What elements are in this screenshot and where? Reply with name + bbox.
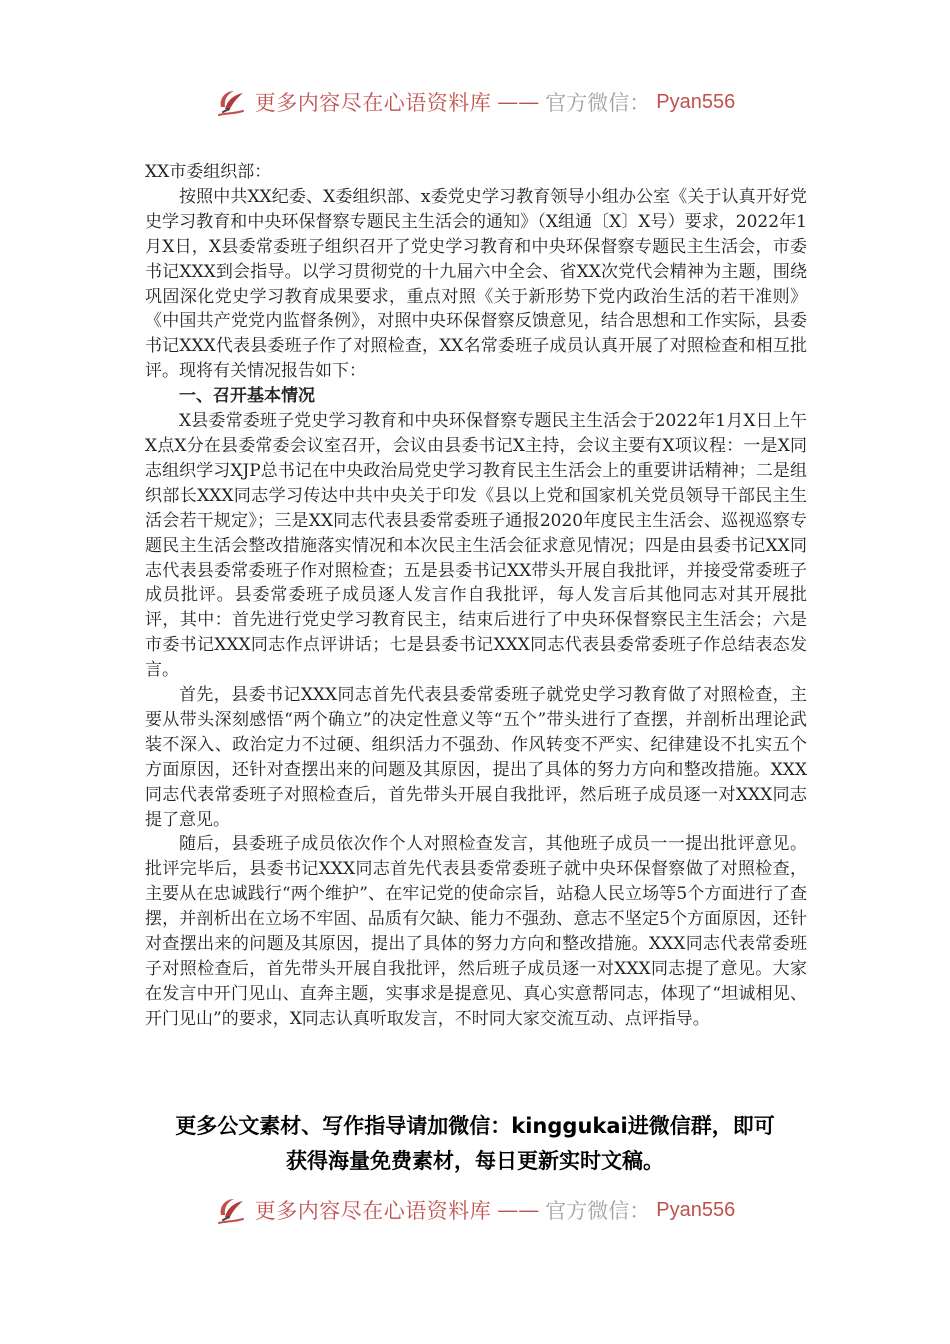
header-banner bbox=[0, 82, 950, 122]
banner-dash: —— bbox=[497, 90, 540, 114]
footer-banner-wechat-label: 官方微信： bbox=[545, 1199, 651, 1223]
footer-banner-dash: —— bbox=[497, 1198, 540, 1222]
salutation: XX市委组织部： bbox=[145, 162, 272, 182]
paragraph-first-review: 首先，县委书记XXX同志首先代表县委常委班子就党史学习教育做了对照检查，主要从带头深刻感悟“两个确立”的决定性意义等“五个”带头进行了查摆，并剖析出理论武装不深入、政治定力不过硬、组织活力不强劲、作风转变不严实、纪律建设不扎实五个方面原因，还针对查摆出来的问题及其原因，提出了具体的努力方向和整改措施。XXX同志代表常委班子对照检查后，首先带头开展自我批评，然后班子成员逐一对XXX同志提了意见。 bbox=[145, 685, 807, 830]
quill-pen-logo-icon bbox=[215, 1193, 249, 1227]
promo-notice bbox=[120, 1109, 830, 1179]
footer-banner-wechat-id: Pyan556 bbox=[656, 1198, 736, 1221]
document-body bbox=[145, 160, 807, 1032]
quill-pen-logo-icon bbox=[215, 85, 249, 119]
footer-banner-title: 更多内容尽在心语资料库 bbox=[254, 1199, 492, 1223]
banner-title: 更多内容尽在心语资料库 bbox=[254, 91, 492, 115]
section-heading: 一、召开基本情况 bbox=[179, 386, 315, 407]
promo-line-2: 获得海量免费素材，每日更新实时文稿。 bbox=[286, 1149, 664, 1173]
promo-line-1: 更多公文素材、写作指导请加微信：kinggukai进微信群，即可 bbox=[175, 1114, 775, 1138]
footer-banner bbox=[0, 1190, 950, 1230]
paragraph-second-review: 随后，县委班子成员依次作个人对照检查发言，其他班子成员一一提出批评意见。批评完毕后，县委书记XXX同志首先代表县委常委班子就中央环保督察做了对照检查，主要从在忠诚践行“两个维护”、在牢记党的使命宗旨，站稳人民立场等5个方面进行了查摆，并剖析出在立场不牢固、品质有欠缺、能力不强劲、意志不坚定5个方面原因，还针对查摆出来的问题及其原因，提出了具体的努力方向和整改措施。XXX同志代表常委班子对照检查后，首先带头开展自我批评，然后班子成员逐一对XXX同志提了意见。大家在发言中开门见山、直奔主题，实事求是提意见、真心实意帮同志，体现了“坦诚相见、开门见山”的要求，X同志认真听取发言，不时同大家交流互动、点评指导。 bbox=[145, 834, 807, 1029]
banner-wechat-label: 官方微信： bbox=[545, 91, 651, 115]
paragraph-intro: 按照中共XX纪委、X委组织部、x委党史学习教育领导小组办公室《关于认真开好党史学习教育和中央环保督察专题民主生活会的通知》（X组通〔X〕X号）要求，2022年1月X日，X县委常委班子组织召开了党史学习教育和中央环保督察专题民主生活会，市委书记XXX到会指导。以学习贯彻党的十九届六中全会、省XX次党代会精神为主题，围绕巩固深化党史学习教育成果要求，重点对照《关于新形势下党内政治生活的若干准则》《中国共产党党内监督条例》，对照中央环保督察反馈意见，结合思想和工作实际，县委书记XXX代表县委班子作了对照检查，XX名常委班子成员认真开展了对照检查和相互批评。现将有关情况报告如下： bbox=[145, 186, 807, 382]
banner-wechat-id: Pyan556 bbox=[656, 90, 736, 113]
paragraph-meeting-info: X县委常委班子党史学习教育和中央环保督察专题民主生活会于2022年1月X日上午X点X分在县委常委会议室召开，会议由县委书记X主持，会议主要有X项议程：一是X同志组织学习XJP总书记在中央政治局党史学习教育民主生活会上的重要讲话精神；二是组织部长XXX同志学习传达中共中央关于印发《县以上党和国家机关党员领导干部民主生活会若干规定》；三是XX同志代表县委常委班子通报2020年度民主生活会、巡视巡察专题民主生活会整改措施落实情况和本次民主生活会征求意见情况；四是由县委书记XX同志代表县委常委班子作对照检查；五是县委书记XX带头开展自我批评，并接受常委班子成员批评。县委常委班子成员逐人发言作自我批评，每人发言后其他同志对其开展批评，其中：首先进行党史学习教育民主，结束后进行了中央环保督察民主生活会；六是市委书记XXX同志作点评讲话；七是县委书记XXX同志代表县委常委班子作总结表态发言。 bbox=[145, 411, 807, 681]
